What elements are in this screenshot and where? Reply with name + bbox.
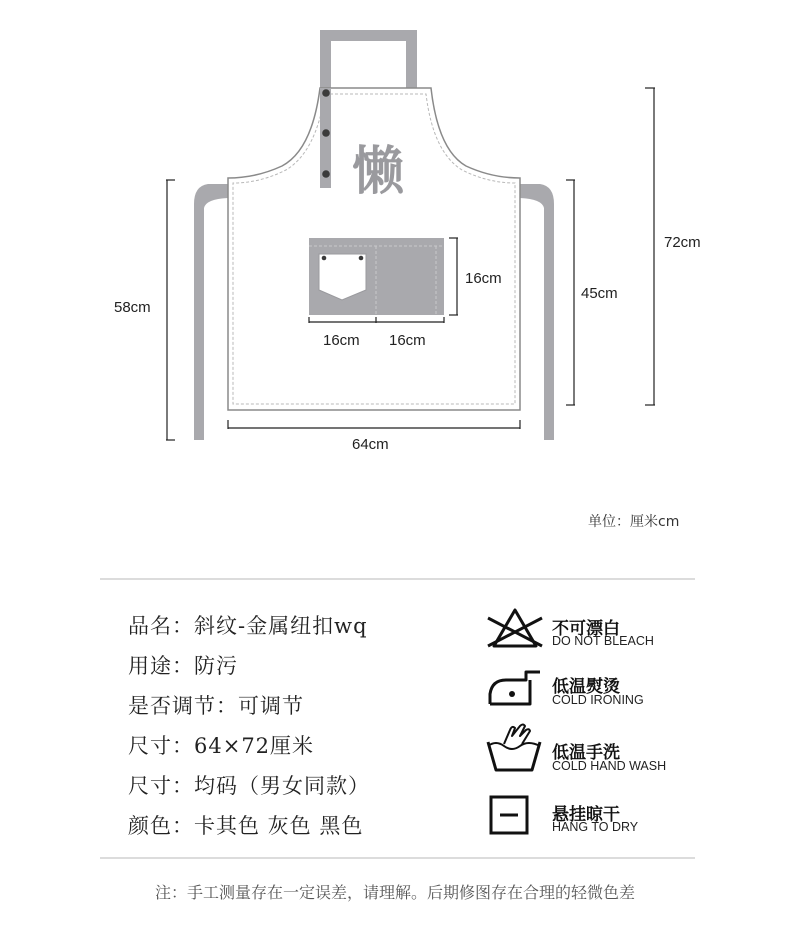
dim-lower-height: 45cm xyxy=(581,285,618,302)
cold-iron-icon xyxy=(486,668,544,708)
right-waist-tie xyxy=(520,184,554,440)
apron-logo: 懒 xyxy=(351,142,405,202)
care-hand-wash-zh: 低温手洗 xyxy=(552,743,620,763)
dim-total-height: 72cm xyxy=(664,234,701,251)
dim-pocket-right-width: 16cm xyxy=(389,332,426,349)
care-hang-dry-en: HANG TO DRY xyxy=(552,820,639,834)
spec-product-name: 品名：斜纹-金属纽扣wq xyxy=(128,614,368,638)
hang-dry-icon xyxy=(488,794,532,838)
unit-note: 单位：厘米cm xyxy=(588,514,680,530)
button xyxy=(322,170,330,178)
button xyxy=(322,129,330,137)
button xyxy=(322,89,330,97)
spec-colors: 颜色：卡其色 灰色 黑色 xyxy=(128,814,364,838)
hand-wash-icon xyxy=(484,722,544,774)
footer-note: 注：手工测量存在一定误差，请理解。后期修图存在合理的轻微色差 xyxy=(154,883,635,902)
spec-adjustable: 是否调节：可调节 xyxy=(128,694,304,718)
spec-size: 尺寸：64×72厘米 xyxy=(128,734,315,758)
spec-usage: 用途：防污 xyxy=(128,654,238,678)
divider-bottom xyxy=(100,857,695,859)
care-cold-iron-en: COLD IRONING xyxy=(552,693,644,707)
dim-pocket-height: 16cm xyxy=(465,270,502,287)
dim-pocket-left-width: 16cm xyxy=(323,332,360,349)
care-no-bleach-en: DO NOT BLEACH xyxy=(552,634,654,648)
care-cold-iron-zh: 低温熨烫 xyxy=(552,677,620,697)
pocket-flap xyxy=(319,254,366,300)
left-waist-tie xyxy=(194,184,228,440)
no-bleach-icon xyxy=(486,606,544,650)
neck-strap xyxy=(320,30,417,88)
spec-fit: 尺寸：均码（男女同款） xyxy=(128,774,370,798)
care-hang-dry-zh: 悬挂晾干 xyxy=(552,805,620,825)
divider-top xyxy=(100,578,695,580)
care-no-bleach-zh: 不可漂白 xyxy=(552,619,620,639)
dim-body-height: 58cm xyxy=(114,299,151,316)
dim-width: 64cm xyxy=(352,436,389,453)
care-hand-wash-en: COLD HAND WASH xyxy=(552,759,667,773)
